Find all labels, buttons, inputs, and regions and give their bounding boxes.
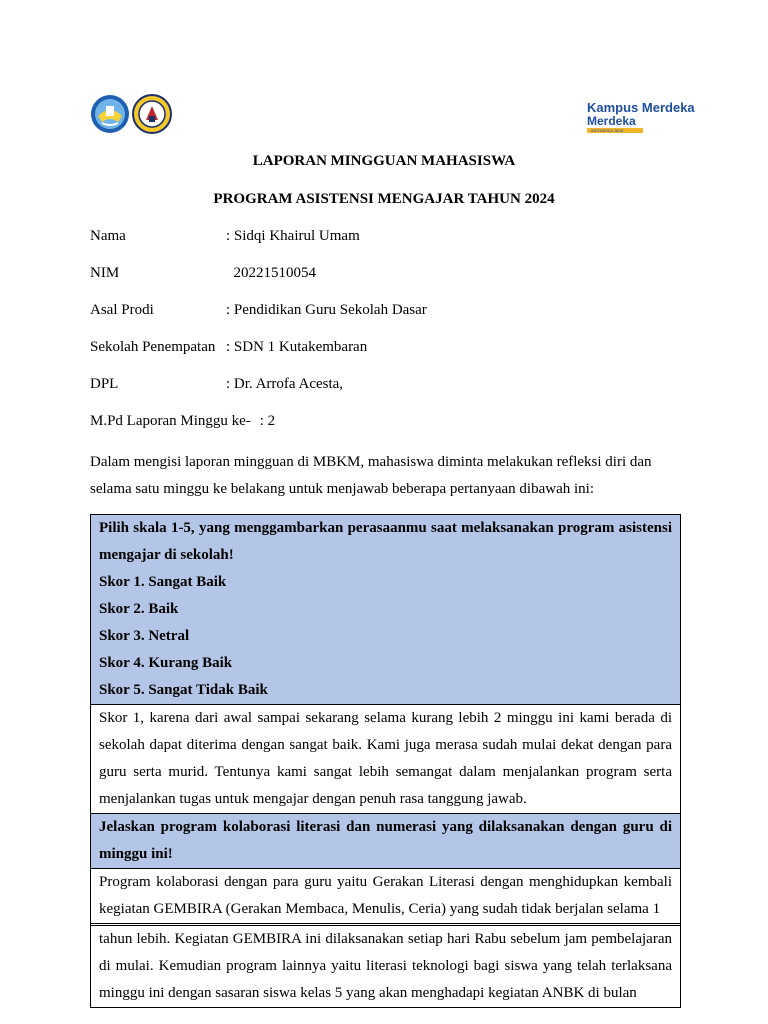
scale-item: Skor 2. Baik xyxy=(99,601,179,617)
field-label: M.Pd Laporan Minggu ke- xyxy=(90,413,251,429)
question-text: Jelaskan program kolaborasi literasi dan numerasi yang dilaksanakan dengan guru di minggu ini! xyxy=(99,819,672,862)
report-subtitle: PROGRAM ASISTENSI MENGAJAR TAHUN 2024 xyxy=(213,191,555,207)
question-cell-2 xyxy=(91,814,680,869)
svg-text:Merdeka: Merdeka xyxy=(587,114,636,128)
question-cell-1 xyxy=(91,515,680,705)
field-value: : Dr. Arrofa Acesta, xyxy=(226,376,344,392)
report-title: LAPORAN MINGGUAN MAHASISWA xyxy=(252,153,516,169)
university-logo-icon xyxy=(132,94,172,134)
answer-text: Program kolaborasi dengan para guru yaitu Gerakan Literasi dengan menghidupkan kembali kegiatan GEMBIRA (Gerakan Membaca, Menulis, Ceria) yang sudah tidak berjalan selama 1 xyxy=(99,874,672,917)
answer-text: tahun lebih. Kegiatan GEMBIRA ini dilaksanakan setiap hari Rabu sebelum jam pembelajaran di mulai. Kemudian program lainnya yaitu literasi teknologi bagi siswa yang telah terlaksana minggu ini dengan sasaran siswa kelas 5 yang akan menghadapi kegiatan ANBK di bulan xyxy=(99,931,672,1001)
field-minggu xyxy=(90,413,276,430)
reflection-table xyxy=(90,514,681,1008)
scale-item: Skor 3. Netral xyxy=(99,628,190,644)
field-nama xyxy=(90,228,360,245)
field-sekolah xyxy=(90,339,368,356)
kemendikbud-logo-icon xyxy=(90,94,130,134)
field-nim xyxy=(90,265,316,282)
field-label: Sekolah Penempatan xyxy=(90,339,216,355)
field-value: : Sidqi Khairul Umam xyxy=(226,228,360,244)
field-value: : SDN 1 Kutakembaran xyxy=(226,339,368,355)
field-label: Nama xyxy=(90,228,126,244)
answer-cell-2 xyxy=(91,869,680,924)
field-dpl xyxy=(90,376,344,393)
svg-text:Kampus Merdeka: Kampus Merdeka xyxy=(587,100,695,115)
field-value: : Pendidikan Guru Sekolah Dasar xyxy=(226,302,427,318)
field-prodi xyxy=(90,302,427,319)
field-value: : 2 xyxy=(256,413,276,429)
question-text: Pilih skala 1-5, yang menggambarkan perasaanmu saat melaksanakan program asistensi mengajar di sekolah! xyxy=(99,520,672,563)
field-label: DPL xyxy=(90,376,119,392)
field-value: 20221510054 xyxy=(226,265,316,281)
field-label: NIM xyxy=(90,265,120,281)
scale-item: Skor 1. Sangat Baik xyxy=(99,574,227,590)
answer-text: Skor 1, karena dari awal sampai sekarang selama kurang lebih 2 minggu ini kami berada di sekolah dapat diterima dengan sangat baik. Kami juga merasa sudah mulai dekat dengan para guru serta murid. Tentunya kami sangat lebih semangat dalam menjalankan program serta menjalankan tugas untuk mengajar dengan penuh rasa tanggung jawab. xyxy=(99,710,672,807)
intro-paragraph: Dalam mengisi laporan mingguan di MBKM, mahasiswa diminta melakukan refleksi diri dan selama satu minggu ke belakang untuk menjawab beberapa pertanyaan dibawah ini: xyxy=(90,454,652,497)
svg-text:INDONESIA JAYA: INDONESIA JAYA xyxy=(591,128,624,134)
answer-cell-2-continued xyxy=(91,925,680,1008)
kampus-merdeka-logo-icon xyxy=(585,98,695,138)
scale-item: Skor 5. Sangat Tidak Baik xyxy=(99,682,268,698)
field-label: Asal Prodi xyxy=(90,302,154,318)
answer-cell-1 xyxy=(91,705,680,814)
scale-item: Skor 4. Kurang Baik xyxy=(99,655,233,671)
